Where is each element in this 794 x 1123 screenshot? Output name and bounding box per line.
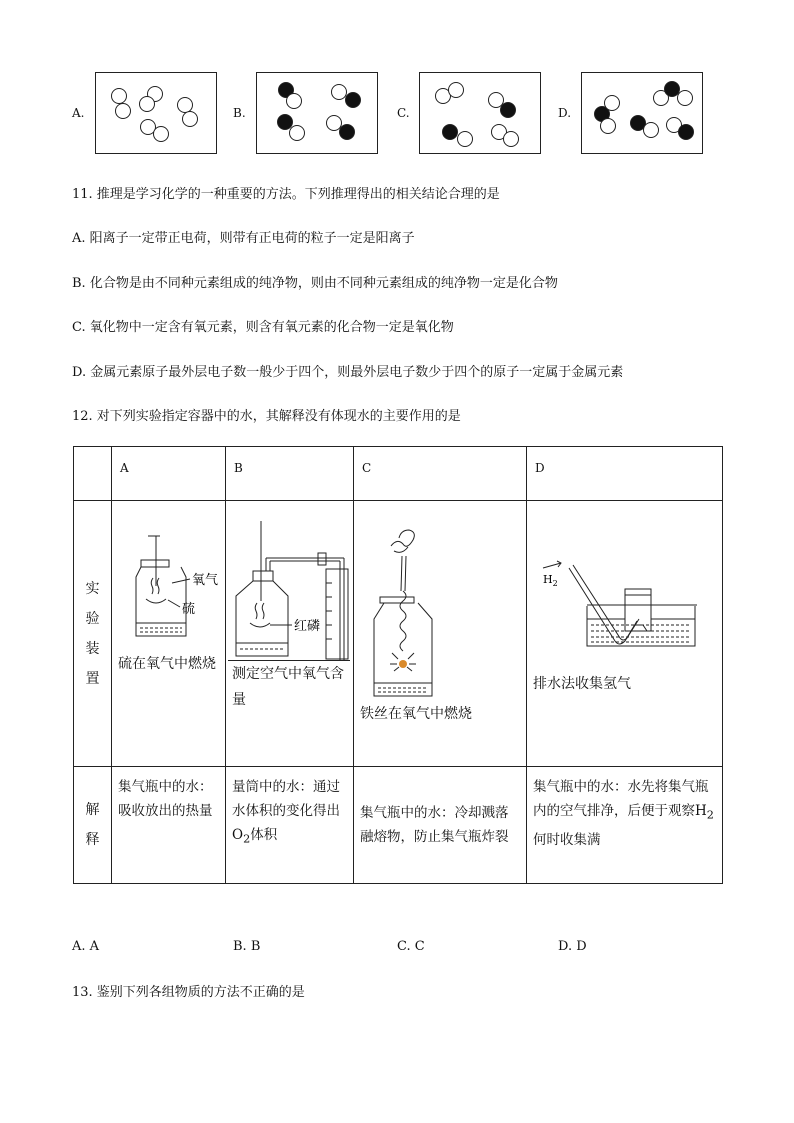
q12-explanation-c: 集气瓶中的水：冷却溅落融熔物，防止集气瓶炸裂 bbox=[360, 805, 509, 845]
q12-cell-b-explanation bbox=[226, 767, 354, 884]
q12-answer-a: A. A bbox=[72, 939, 100, 954]
q12-header-b: B bbox=[226, 447, 354, 501]
label-h2: H bbox=[543, 573, 553, 586]
q12-caption-a: 硫在氧气中燃烧 bbox=[118, 656, 216, 672]
q10-option-c-diagram bbox=[419, 72, 541, 154]
q12-cell-a-explanation bbox=[112, 767, 226, 884]
sulfur-burning-apparatus bbox=[112, 501, 225, 651]
q10-option-a-label: A. bbox=[72, 106, 85, 120]
phosphorus-oxygen-apparatus bbox=[226, 501, 353, 661]
q10-option-d-label: D. bbox=[558, 106, 572, 120]
q12-cell-b-apparatus bbox=[226, 501, 354, 767]
svg-text:H2 bbox=[543, 573, 558, 588]
q12-cell-c-apparatus bbox=[354, 501, 527, 767]
q12-stem: 12. 对下列实验指定容器中的水，其解释没有体现水的主要作用的是 bbox=[72, 409, 461, 424]
q11-option-a: A. 阳离子一定带正电荷，则带有正电荷的粒子一定是阳离子 bbox=[72, 231, 415, 246]
q12-caption-d: 排水法收集氢气 bbox=[533, 676, 631, 692]
q12-caption-c: 铁丝在氧气中燃烧 bbox=[360, 706, 472, 722]
q12-explanation-d: 集气瓶中的水：水先将集气瓶内的空气排净，后便于观察$H_2$何时收集满 bbox=[533, 779, 714, 848]
q12-header-row bbox=[74, 447, 723, 501]
q12-explanation-a: 集气瓶中的水：吸收放出的热量 bbox=[118, 779, 213, 819]
q11-option-c: C. 氧化物中一定含有氧元素，则含有氧元素的化合物一定是氧化物 bbox=[72, 320, 454, 335]
label-oxygen: 氧气 bbox=[192, 573, 219, 588]
q12-cell-c-explanation bbox=[354, 767, 527, 884]
q12-cell-d-explanation bbox=[527, 767, 723, 884]
q12-explanation-row bbox=[74, 767, 723, 884]
q11-option-b: B. 化合物是由不同种元素组成的纯净物，则由不同种元素组成的纯净物一定是化合物 bbox=[72, 276, 558, 291]
label-red-phosphorus: 红磷 bbox=[294, 619, 321, 634]
q12-table bbox=[73, 446, 723, 884]
spark-glow-icon bbox=[399, 660, 407, 668]
q11-option-d: D. 金属元素原子最外层电子数一般少于四个，则最外层电子数少于四个的原子一定属于金属元素 bbox=[72, 365, 624, 380]
molecule-diagram-a bbox=[96, 73, 216, 153]
q12-answer-c: C. C bbox=[397, 939, 425, 954]
q12-header-c: C bbox=[354, 447, 527, 501]
label-h2-subscript: 2 bbox=[552, 579, 558, 588]
q13-stem: 13. 鉴别下列各组物质的方法不正确的是 bbox=[72, 985, 305, 1000]
q12-header-a: A bbox=[112, 447, 226, 501]
hydrogen-collection-apparatus bbox=[527, 501, 722, 671]
molecule-diagram-b bbox=[257, 73, 377, 153]
iron-wire-burning-apparatus bbox=[354, 501, 526, 701]
q12-explanation-b: 量筒中的水：通过水体积的变化得出$O_2$体积 bbox=[232, 779, 340, 846]
q12-answer-b: B. B bbox=[233, 939, 261, 954]
q12-header-d: D bbox=[527, 447, 723, 501]
q12-row-label-explanation: 解 释 bbox=[74, 767, 112, 884]
q12-answer-d: D. D bbox=[558, 939, 587, 954]
q12-row-label-apparatus: 实 验 装 置 bbox=[74, 501, 112, 767]
molecule-diagram-d bbox=[582, 73, 702, 153]
q12-header-blank bbox=[74, 447, 112, 501]
q10-option-a-diagram bbox=[95, 72, 217, 154]
q12-caption-b: 测定空气中氧气含量 bbox=[232, 666, 344, 708]
q10-option-b-diagram bbox=[256, 72, 378, 154]
q10-option-d-diagram bbox=[581, 72, 703, 154]
label-sulfur: 硫 bbox=[182, 602, 196, 617]
q11-stem: 11. 推理是学习化学的一种重要的方法。下列推理得出的相关结论合理的是 bbox=[72, 187, 500, 202]
q10-option-c-label: C. bbox=[397, 106, 410, 120]
q12-apparatus-row bbox=[74, 501, 723, 767]
q12-cell-a-apparatus bbox=[112, 501, 226, 767]
molecule-diagram-c bbox=[420, 73, 540, 153]
q10-option-b-label: B. bbox=[233, 106, 246, 120]
q12-cell-d-apparatus bbox=[527, 501, 723, 767]
